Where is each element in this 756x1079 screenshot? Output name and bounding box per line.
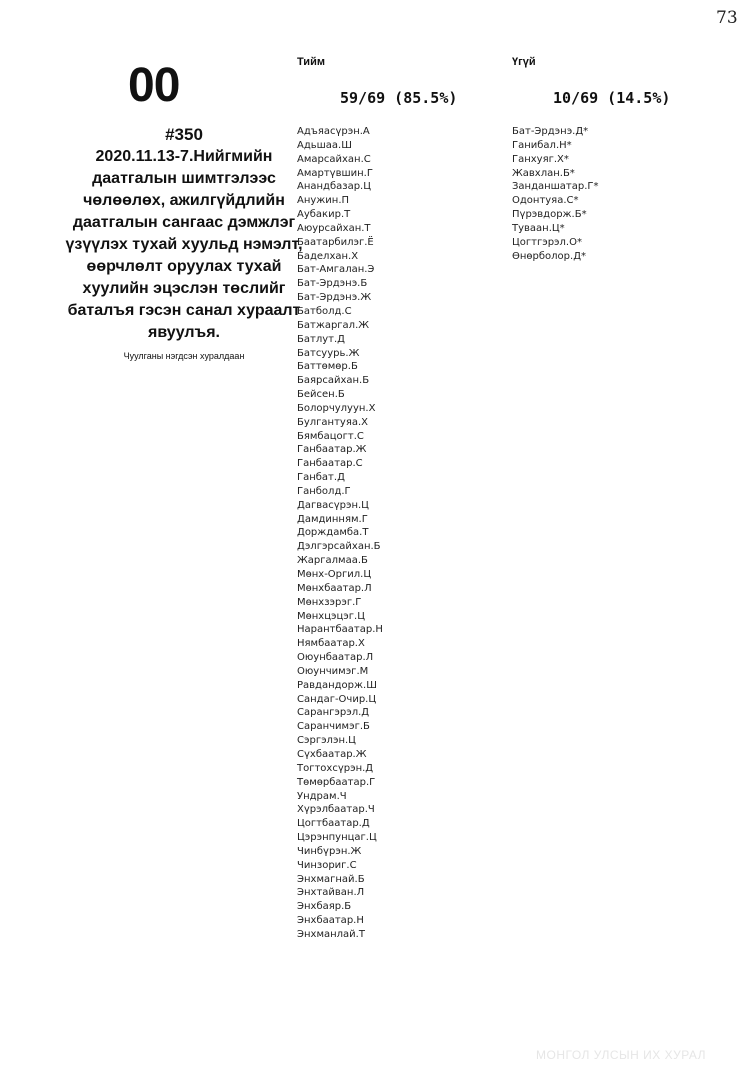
yes-column-result: 59/69 (85.5%)	[340, 89, 458, 107]
yes-name-item: Бейсен.Б	[297, 389, 345, 401]
no-name-item: Бат-Эрдэнэ.Д*	[512, 126, 589, 137]
yes-name-item: Чинбүрэн.Ж	[297, 845, 362, 857]
yes-name-list	[297, 125, 383, 942]
yes-name-item: Сүхбаатар.Ж	[297, 748, 367, 760]
yes-name-item: Дэлгэрсайхан.Б	[297, 541, 381, 553]
yes-name-item: Бямбацогт.С	[297, 430, 364, 442]
yes-name-item: Саранчимэг.Б	[297, 721, 370, 733]
yes-name-item: Сарангэрэл.Д	[297, 707, 370, 719]
no-name-item: Өнөрболор.Д*	[512, 250, 587, 262]
yes-name-item: Булгантуяа.Х	[297, 416, 369, 428]
yes-name-item: Жаргалмаа.Б	[297, 555, 368, 567]
yes-name-item: Батлут.Д	[297, 333, 345, 345]
yes-name-item: Ганболд.Г	[297, 485, 351, 497]
no-name-item: Жавхлан.Б*	[512, 167, 575, 179]
no-name-item: Занданшатар.Г*	[512, 181, 599, 193]
session-block	[58, 124, 310, 362]
yes-name-item: Батсуурь.Ж	[297, 347, 360, 359]
yes-name-item: Равдандорж.Ш	[297, 679, 377, 691]
yes-name-item: Бат-Эрдэнэ.Ж	[297, 292, 372, 304]
yes-name-item: Адъяасүрэн.А	[297, 126, 370, 137]
yes-name-item: Баттөмөр.Б	[297, 361, 358, 373]
yes-name-item: Цогтбаатар.Д	[297, 818, 370, 830]
no-name-list	[512, 125, 599, 263]
yes-name-item: Ганбат.Д	[297, 472, 345, 484]
yes-name-item: Батжаргал.Ж	[297, 319, 370, 331]
no-name-item: Ганхуяг.Х*	[512, 153, 569, 165]
yes-name-item: Оюунчимэг.М	[297, 665, 369, 677]
yes-name-item: Мөнх-Оргил.Ц	[297, 569, 372, 580]
yes-name-item: Энхбаяр.Б	[297, 901, 352, 913]
yes-name-item: Дагвасүрэн.Ц	[297, 499, 369, 511]
no-column-label: Үгүй	[512, 56, 536, 68]
yes-name-item: Баатарбилэг.Ё	[297, 236, 374, 248]
yes-name-item: Цэрэнпунцаг.Ц	[297, 832, 377, 844]
no-column-result: 10/69 (14.5%)	[553, 89, 671, 107]
yes-name-item: Мөнхбаатар.Л	[297, 582, 372, 594]
yes-name-item: Анандбазар.Ц	[297, 181, 371, 193]
yes-name-item: Бат-Эрдэнэ.Б	[297, 278, 368, 290]
yes-name-item: Мөнхзэрэг.Г	[297, 596, 362, 608]
yes-name-item: Баярсайхан.Б	[297, 375, 370, 387]
yes-name-item: Адьшаа.Ш	[297, 139, 352, 151]
yes-name-item: Мөнхцэцэг.Ц	[297, 610, 365, 622]
yes-name-item: Тогтохсүрэн.Д	[297, 762, 374, 774]
yes-name-item: Баделхан.Х	[297, 250, 359, 262]
yes-name-item: Энхбаатар.Н	[297, 915, 364, 927]
yes-column-label: Тийм	[297, 56, 325, 68]
yes-name-item: Анужин.П	[297, 195, 350, 207]
no-name-item: Туваан.Ц*	[512, 222, 565, 234]
yes-name-item: Ганбаатар.С	[297, 458, 363, 470]
no-name-item: Цогтгэрэл.О*	[512, 236, 582, 248]
yes-name-item: Амартүвшин.Г	[297, 167, 373, 179]
yes-name-item: Нямбаатар.Х	[297, 638, 365, 650]
yes-name-item: Аубакир.Т	[297, 209, 351, 221]
yes-name-item: Оюунбаатар.Л	[297, 652, 374, 664]
yes-name-item: Бат-Амгалан.Э	[297, 264, 375, 276]
yes-name-item: Энхмагнай.Б	[297, 873, 365, 885]
no-name-item: Ганибал.Н*	[512, 139, 572, 151]
yes-name-item: Нарантбаатар.Н	[297, 624, 383, 636]
yes-name-item: Болорчулуун.Х	[297, 402, 376, 414]
yes-name-item: Ганбаатар.Ж	[297, 444, 367, 456]
session-number: #350	[165, 125, 203, 144]
yes-name-item: Аюурсайхан.Т	[297, 222, 371, 234]
yes-name-item: Батболд.С	[297, 305, 352, 317]
session-subtitle: Чуулганы нэгдсэн хуралдаан	[123, 351, 245, 361]
yes-name-item: Энхтайван.Л	[297, 887, 365, 899]
yes-name-item: Дамдинням.Г	[297, 513, 368, 525]
no-name-item: Одонтуяа.С*	[512, 195, 579, 207]
session-title: 2020.11.13-7.Нийгмийн даатгалын шимтгэлээс чөлөөлөх, ажилгүйдлийн даатгалын сангаас дэмжлэг үзүүлэх тухай хуульд нэмэлт, өөрчлөлт оруулах тухай хуулийн эцэслэн төслийг баталъя гэсэн санал хураалт явуулъя.	[65, 148, 303, 341]
yes-name-item: Сэргэлэн.Ц	[297, 735, 356, 747]
yes-name-item: Хүрэлбаатар.Ч	[297, 804, 375, 816]
no-name-item: Пүрэвдорж.Б*	[512, 209, 587, 221]
yes-name-item: Амарсайхан.С	[297, 153, 371, 165]
yes-name-item: Ундрам.Ч	[297, 790, 347, 802]
yes-name-item: Энхманлай.Т	[297, 928, 365, 940]
footer-watermark: МОНГОЛ УЛСЫН ИХ ХУРАЛ	[536, 1048, 707, 1062]
yes-name-item: Чинзориг.С	[297, 859, 357, 871]
yes-name-item: Сандаг-Очир.Ц	[297, 693, 377, 705]
yes-name-item: Дорждамба.Т	[297, 527, 369, 539]
vote-count-big: 00	[128, 59, 180, 112]
corner-page-mark: 73	[716, 8, 738, 28]
yes-name-item: Төмөрбаатар.Г	[297, 776, 376, 788]
